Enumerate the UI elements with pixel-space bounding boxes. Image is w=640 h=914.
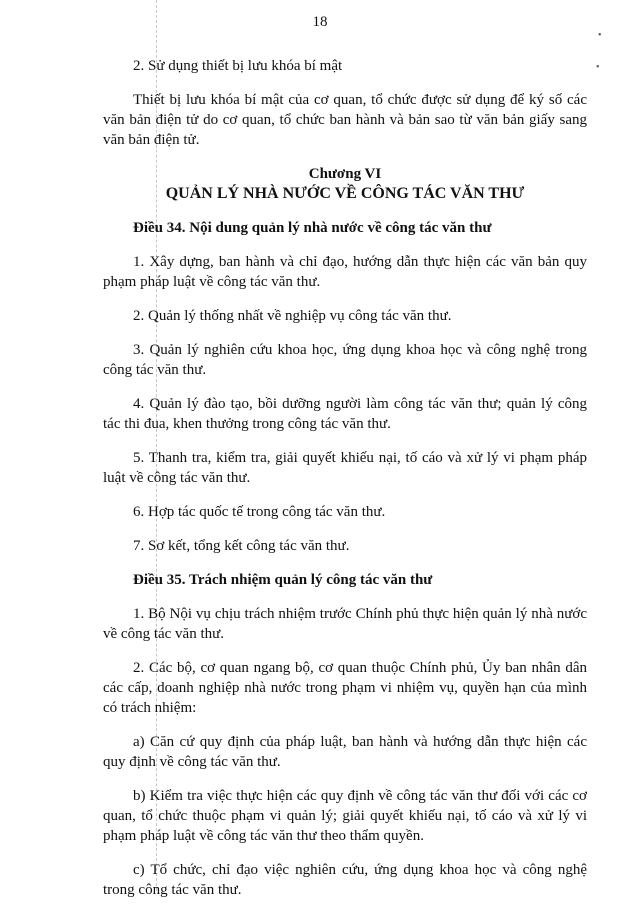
list-item: 2. Các bộ, cơ quan ngang bộ, cơ quan thuộc Chính phủ, Ủy ban nhân dân các cấp, doanh nghiệp nhà nước trong phạm vi nhiệm vụ, quyền hạn của mình có trách nhiệm:	[103, 660, 587, 716]
page-number: 18	[312, 14, 328, 30]
list-item: 2. Quản lý thống nhất về nghiệp vụ công tác văn thư.	[133, 308, 452, 324]
article-35-title: Điều 35. Trách nhiệm quản lý công tác văn thư	[133, 572, 433, 588]
list-item: a) Căn cứ quy định của pháp luật, ban hành và hướng dẫn thực hiện các quy định về công tác văn thư.	[103, 734, 587, 770]
chapter-title: QUẢN LÝ NHÀ NƯỚC VỀ CÔNG TÁC VĂN THƯ	[165, 185, 525, 202]
scan-speck: •	[596, 62, 600, 73]
list-item: 3. Quản lý nghiên cứu khoa học, ứng dụng khoa học và công nghệ trong công tác văn thư.	[103, 342, 587, 378]
list-item: 6. Hợp tác quốc tế trong công tác văn thư.	[133, 504, 386, 520]
scan-speck: •	[598, 30, 602, 41]
article-34-title: Điều 34. Nội dung quản lý nhà nước về công tác văn thư	[133, 220, 492, 236]
chapter-number: Chương VI	[308, 166, 382, 182]
section-heading: 2. Sử dụng thiết bị lưu khóa bí mật	[133, 58, 343, 74]
chapter-heading	[103, 164, 587, 204]
list-item: c) Tổ chức, chỉ đạo việc nghiên cứu, ứng dụng khoa học và công nghệ trong công tác văn thư.	[103, 862, 587, 898]
list-item: 1. Bộ Nội vụ chịu trách nhiệm trước Chính phủ thực hiện quản lý nhà nước về công tác văn thư.	[103, 606, 587, 642]
section-paragraph: Thiết bị lưu khóa bí mật của cơ quan, tổ chức được sử dụng để ký số các văn bản điện tử do cơ quan, tổ chức ban hành và bản sao từ văn bản giấy sang văn bản điện tử.	[103, 92, 587, 148]
document-body	[103, 56, 587, 914]
list-item: 4. Quản lý đào tạo, bồi dưỡng người làm công tác văn thư; quản lý công tác thi đua, khen thưởng trong công tác văn thư.	[103, 396, 587, 432]
list-item: 5. Thanh tra, kiểm tra, giải quyết khiếu nại, tố cáo và xử lý vi phạm pháp luật về công tác văn thư.	[103, 450, 587, 486]
list-item: 1. Xây dựng, ban hành và chỉ đạo, hướng dẫn thực hiện các văn bản quy phạm pháp luật về công tác văn thư.	[103, 254, 587, 290]
list-item: 7. Sơ kết, tổng kết công tác văn thư.	[133, 538, 350, 554]
list-item: b) Kiểm tra việc thực hiện các quy định về công tác văn thư đối với các cơ quan, tổ chức thuộc phạm vi quản lý; giải quyết khiếu nại, tố cáo và xử lý vi phạm pháp luật về công tác văn thư theo thẩm quyền.	[103, 788, 587, 844]
